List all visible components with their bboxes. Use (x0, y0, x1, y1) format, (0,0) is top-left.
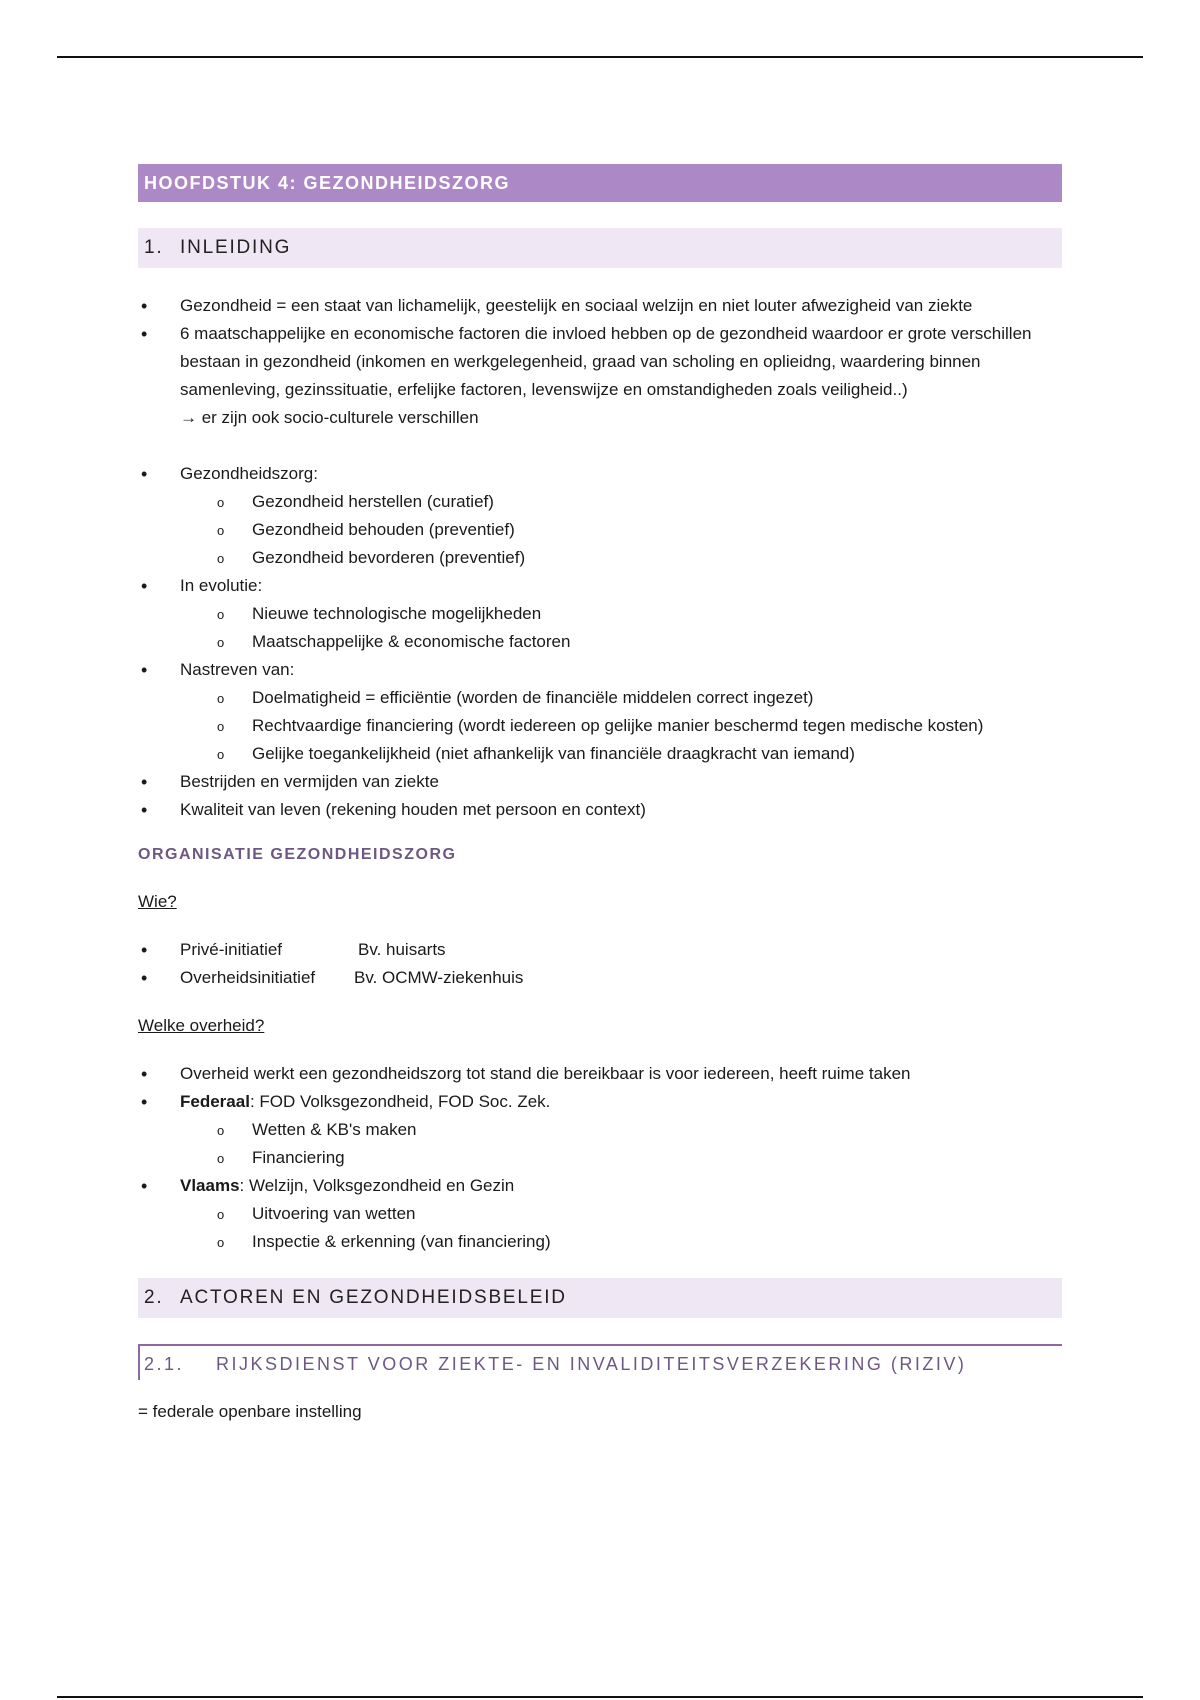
section-number: 2. (144, 1287, 164, 1308)
sub-list (180, 1116, 1062, 1172)
list-item-label: Nastreven van: (180, 660, 295, 679)
list-item-label: Gezondheidszorg: (180, 464, 318, 483)
wie-list (138, 936, 1062, 992)
sub-list-item: o Doelmatigheid = efficiëntie (worden de financiële middelen correct ingezet) (138, 684, 1062, 712)
label-wie: Wie? (138, 892, 177, 911)
list-item: • Gezondheid = een staat van lichamelijk, geestelijk en sociaal welzijn en niet louter afwezigheid van ziekte (138, 292, 1062, 320)
footer-rule (57, 1696, 1143, 1698)
subsection-title: RIJKSDIENST VOOR ZIEKTE- EN INVALIDITEITSVERZEKERING (RIZIV) (216, 1354, 967, 1374)
sub-list-item: o Gezondheid behouden (preventief) (138, 516, 1062, 544)
list-item (138, 936, 1062, 964)
initiative-example: Bv. OCMW-ziekenhuis (354, 968, 524, 987)
sub-list-item: o Inspectie & erkenning (van financiering) (138, 1228, 1062, 1256)
term-vlaams-desc: : Welzijn, Volksgezondheid en Gezin (239, 1176, 515, 1195)
list-item (138, 320, 1062, 432)
list-item-label: In evolutie: (180, 576, 263, 595)
label-welke-overheid: Welke overheid? (138, 1016, 265, 1035)
subheading-organisatie: ORGANISATIE GEZONDHEIDSZORG (138, 846, 457, 863)
sub-list-item: o Rechtvaardige financiering (wordt iedereen op gelijke manier beschermd tegen medische kosten) (138, 712, 1062, 740)
term-federaal: Federaal (180, 1092, 250, 1111)
arrow-note: → er zijn ook socio-culturele verschillen (180, 408, 479, 427)
initiative-example: Bv. huisarts (358, 940, 446, 959)
chapter-title: HOOFDSTUK 4: GEZONDHEIDSZORG (138, 164, 1062, 202)
list-item (138, 656, 1062, 768)
list-item (138, 1172, 1062, 1256)
sub-list-item: o Financiering (138, 1144, 1062, 1172)
sub-list-item: o Gelijke toegankelijkheid (niet afhankelijk van financiële draagkracht van iemand) (138, 740, 1062, 768)
section-title: INLEIDING (180, 237, 292, 258)
section-heading-actoren (138, 1278, 1062, 1318)
list-item (138, 572, 1062, 656)
sub-list-item: o Nieuwe technologische mogelijkheden (138, 600, 1062, 628)
subsection-heading-riziv (138, 1344, 1062, 1380)
riziv-definition: = federale openbare instelling (138, 1402, 362, 1421)
list-item-text: 6 maatschappelijke en economische factoren die invloed hebben op de gezondheid waardoor er grote verschillen bestaan in gezondheid (inkomen en werkgelegenheid, graad van scholing en oplieidng, waardering binnen samenleving, gezinssituatie, erfelijke factoren, levenswijze en omstandigheden zoals veiligheid..) (180, 324, 1032, 399)
list-item (138, 460, 1062, 572)
section-heading-inleiding (138, 228, 1062, 268)
sub-list (180, 600, 1062, 656)
sub-list-item: o Maatschappelijke & economische factoren (138, 628, 1062, 656)
document-body (138, 164, 1062, 1426)
sub-list-item: o Uitvoering van wetten (138, 1200, 1062, 1228)
term-vlaams: Vlaams (180, 1176, 240, 1195)
intro-bullet-list (138, 292, 1062, 432)
sub-list (180, 488, 1062, 572)
subsection-number: 2.1. (144, 1354, 185, 1374)
list-item: • Bestrijden en vermijden van ziekte (138, 768, 1062, 796)
list-item: • Overheid werkt een gezondheidszorg tot stand die bereikbaar is voor iedereen, heeft ruime taken (138, 1060, 1062, 1088)
list-item (138, 964, 1062, 992)
section-number: 1. (144, 237, 164, 258)
sub-list (180, 1200, 1062, 1256)
sub-list-item: o Gezondheid bevorderen (preventief) (138, 544, 1062, 572)
initiative-term: Privé-initiatief (180, 940, 283, 959)
term-federaal-desc: : FOD Volksgezondheid, FOD Soc. Zek. (249, 1092, 551, 1111)
list-item (138, 1088, 1062, 1172)
sub-list-item: o Wetten & KB's maken (138, 1116, 1062, 1144)
section-title: ACTOREN EN GEZONDHEIDSBELEID (180, 1287, 567, 1308)
list-item: • Kwaliteit van leven (rekening houden met persoon en context) (138, 796, 1062, 824)
header-rule (57, 56, 1143, 58)
initiative-term: Overheidsinitiatief (180, 968, 316, 987)
sub-list-item: o Gezondheid herstellen (curatief) (138, 488, 1062, 516)
overheid-list (138, 1060, 1062, 1256)
topics-bullet-list (138, 460, 1062, 824)
sub-list (180, 684, 1062, 768)
